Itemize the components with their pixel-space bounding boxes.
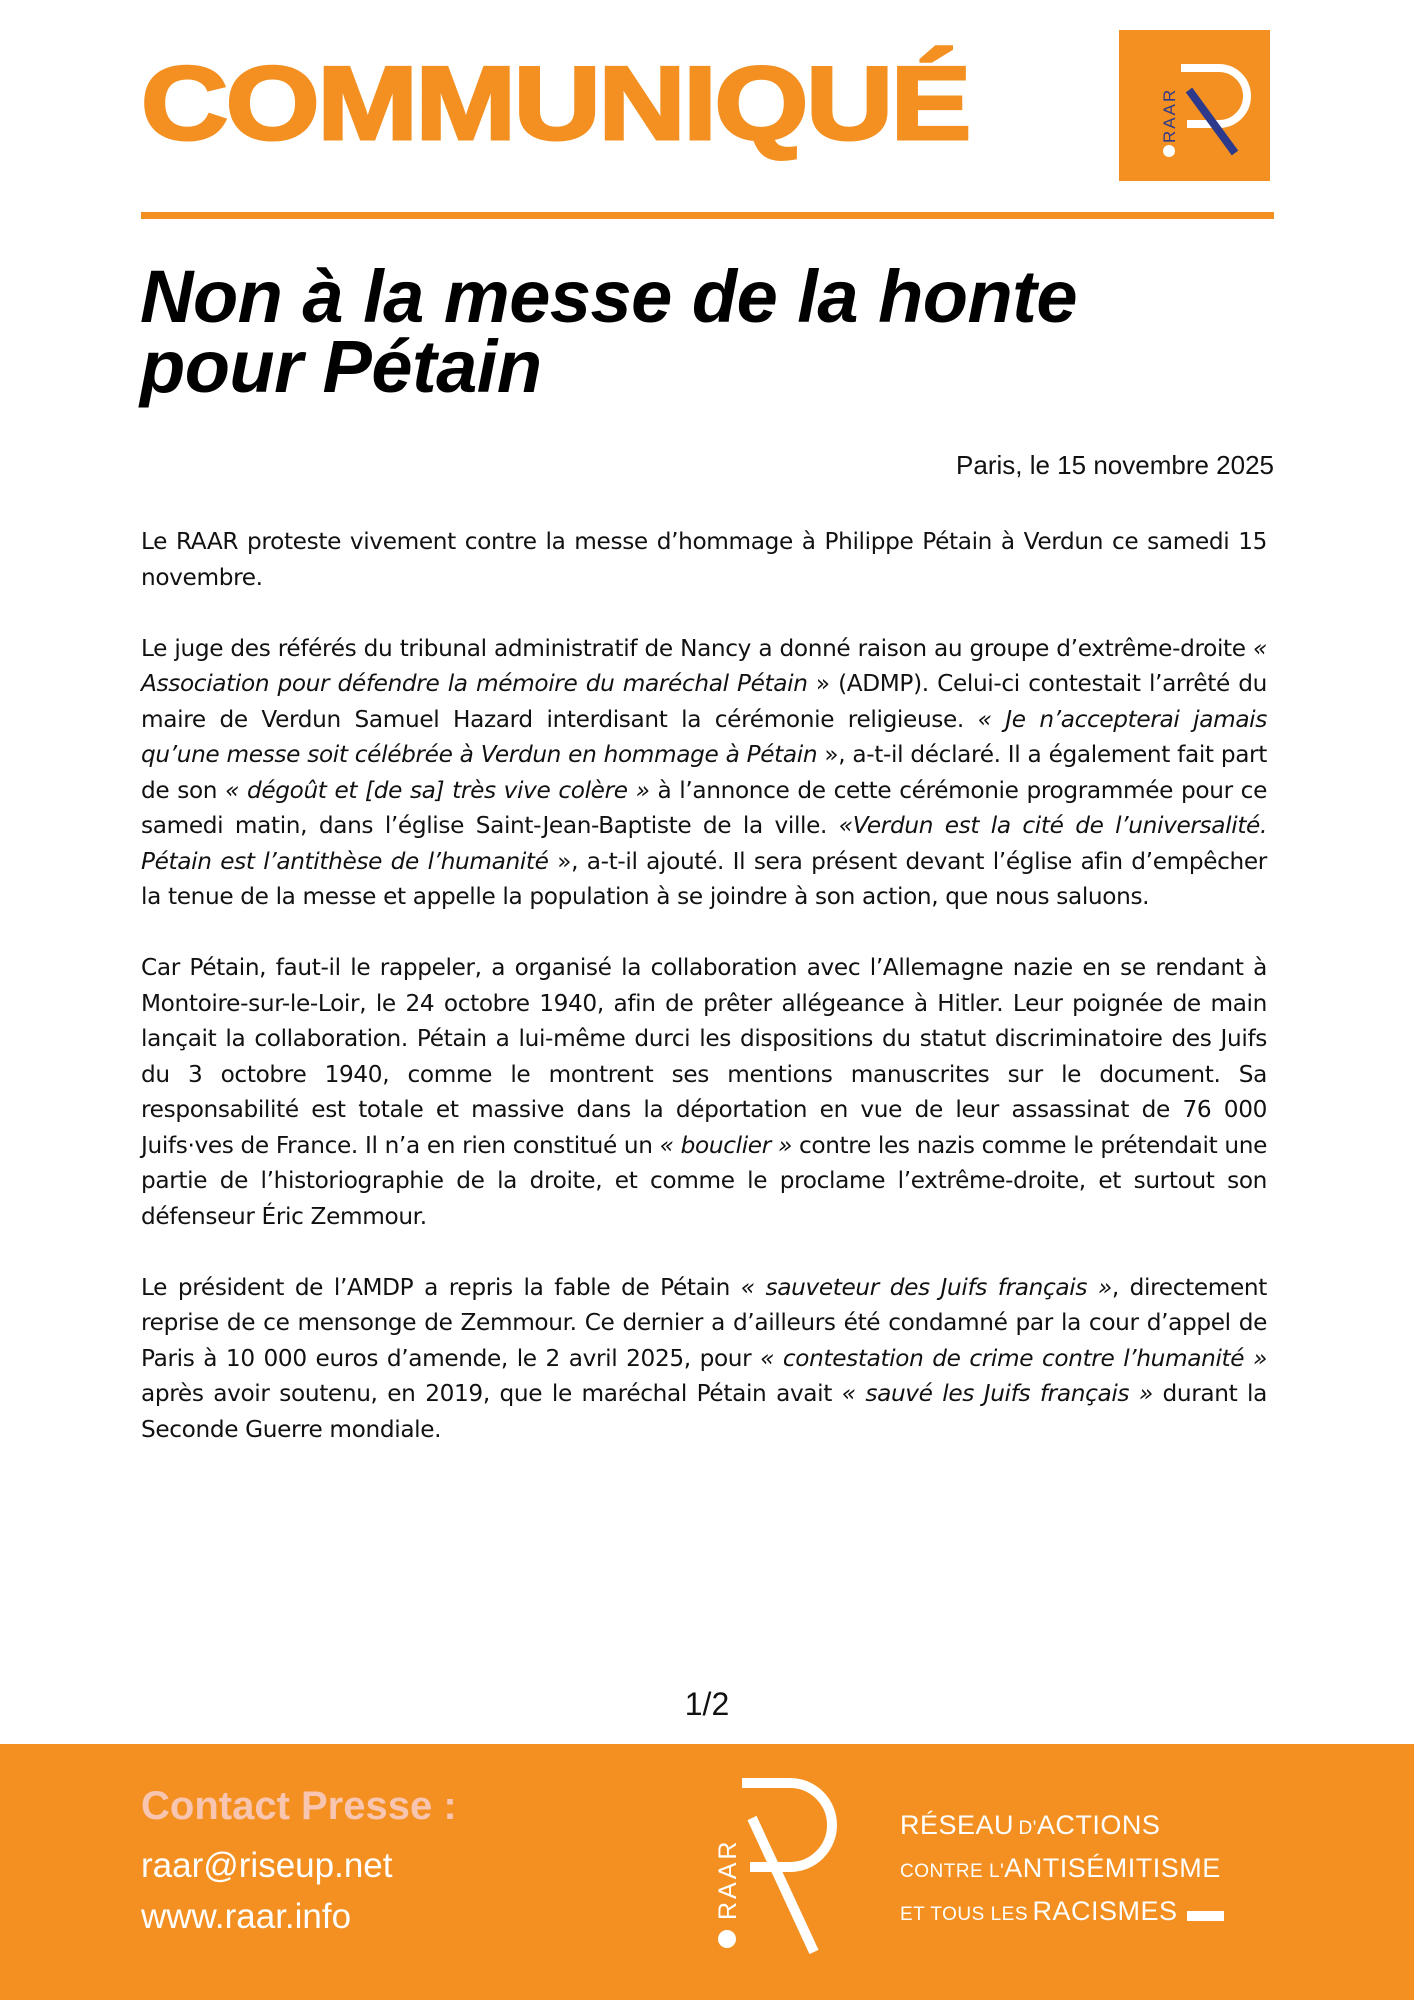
raar-footer-logo-icon [712, 1774, 852, 1954]
article-paragraph [141, 1270, 1267, 1448]
tagline-bar [1187, 1911, 1224, 1921]
tagline-word: D' [1018, 1818, 1037, 1839]
quote-segment: « Association pour défendre la mémoire du maréchal Pétain [141, 634, 1267, 697]
tagline-line-3 [900, 1892, 1224, 1935]
article-title-line-2: pour Pétain [140, 325, 542, 408]
text-segment: Le juge des référés du tribunal administratif de Nancy a donné raison au groupe d’extrême-droite [141, 634, 1254, 662]
quote-segment: « contestation de crime contre l’humanité » [760, 1344, 1267, 1372]
text-segment: contre les nazis comme le prétendait une partie de l’historiographie de la droite, et comme le proclame l’extrême-droite, et surtout son défenseur Éric Zemmour. [141, 1131, 1267, 1230]
text-segment: », a-t-il déclaré. Il a également fait part de son [141, 741, 1267, 804]
quote-segment: « sauveteur des Juifs français » [740, 1273, 1112, 1301]
page-number: 1/2 [684, 1686, 730, 1722]
raar-logo-text: RAAR [1160, 87, 1179, 143]
article-paragraph [141, 524, 1267, 595]
text-segment: » (ADMP). Celui-ci contestait l’arrêté du maire de Verdun Samuel Hazard interdisant la cérémonie religieuse. [141, 670, 1267, 733]
quote-segment: «Verdun est la cité de l’universalité. Pétain est l’antithèse de l’humanité [141, 812, 1267, 875]
article-paragraph [141, 631, 1267, 915]
text-segment: Le président de l’AMDP a repris la fable de Pétain [141, 1273, 741, 1301]
text-segment: Le RAAR proteste vivement contre la messe d’hommage à Philippe Pétain à Verdun ce samedi 15 novembre. [141, 528, 1267, 591]
quote-segment: « sauvé les Juifs français » [841, 1380, 1153, 1407]
text-segment: durant la Seconde Guerre mondiale. [141, 1380, 1267, 1443]
article-title [140, 255, 1290, 408]
tagline-word: CONTRE L' [900, 1861, 1005, 1882]
article-body [141, 524, 1267, 1483]
raar-footer-logo-text: RAAR [714, 1838, 742, 1920]
tagline-word: RACISMES [1032, 1896, 1178, 1926]
footer [0, 1744, 1414, 2000]
text-segment: Car Pétain, faut-il le rappeler, a organisé la collaboration avec l’Allemagne nazie en se rendant à Montoire-sur-le-Loir, le 24 octobre 1940, afin de prêter allégeance à Hitler. Leur poignée de main lançait la collaboration. Pétain a lui-même durci les dispositions du statut discriminatoire des Juifs du 3 octobre 1940, comme le montrent ses mentions manuscrites sur le document. Sa responsabilité est totale et massive dans la déportation en vue de leur assassinat de 76 000 Juifs·ves de France. Il n’a en rien constitué un [141, 954, 1267, 1159]
contact-title: Contact Presse : [141, 1784, 457, 1828]
dateline: Paris, le 15 novembre 2025 [956, 450, 1274, 480]
tagline-word: ANTISÉMITISME [1004, 1853, 1221, 1883]
communique-heading: COMMUNIQUÉ [141, 46, 969, 162]
raar-logo-icon [1119, 30, 1270, 181]
tagline-line-2 [900, 1849, 1224, 1892]
contact-email-link[interactable]: raar@riseup.net [141, 1846, 393, 1885]
quote-segment: « dégoût et [de sa] très vive colère » [225, 776, 650, 804]
text-segment: , directement reprise de ce mensonge de Zemmour. Ce dernier a d’ailleurs été condamné par la cour d’appel de Paris à 10 000 euros d’amende, le 2 avril 2025, pour [141, 1273, 1267, 1372]
text-segment: après avoir soutenu, en 2019, que le maréchal Pétain avait [141, 1380, 842, 1407]
text-segment: », a-t-il ajouté. Il sera présent devant l’église afin d’empêcher la tenue de la messe et appelle la population à se joindre à son action, que nous saluons. [141, 847, 1267, 910]
raar-logo [1119, 30, 1270, 181]
header-divider [141, 212, 1274, 219]
tagline-line-1 [900, 1806, 1224, 1849]
raar-tagline [900, 1806, 1224, 1935]
article-paragraph [141, 950, 1267, 1234]
article-title-line-1: Non à la messe de la honte [140, 255, 1077, 338]
tagline-word: RÉSEAU [900, 1810, 1015, 1840]
tagline-word: ACTIONS [1036, 1810, 1161, 1840]
tagline-word: ET TOUS LES [900, 1904, 1028, 1925]
quote-segment: « Je n’accepterai jamais qu’une messe soit célébrée à Verdun en hommage à Pétain [141, 705, 1267, 768]
contact-website-link[interactable]: www.raar.info [141, 1897, 352, 1936]
text-segment: à l’annonce de cette cérémonie programmée pour ce samedi matin, dans l’église Saint-Jean-Baptiste de la ville. [141, 776, 1267, 839]
quote-segment: « bouclier » [659, 1131, 792, 1159]
